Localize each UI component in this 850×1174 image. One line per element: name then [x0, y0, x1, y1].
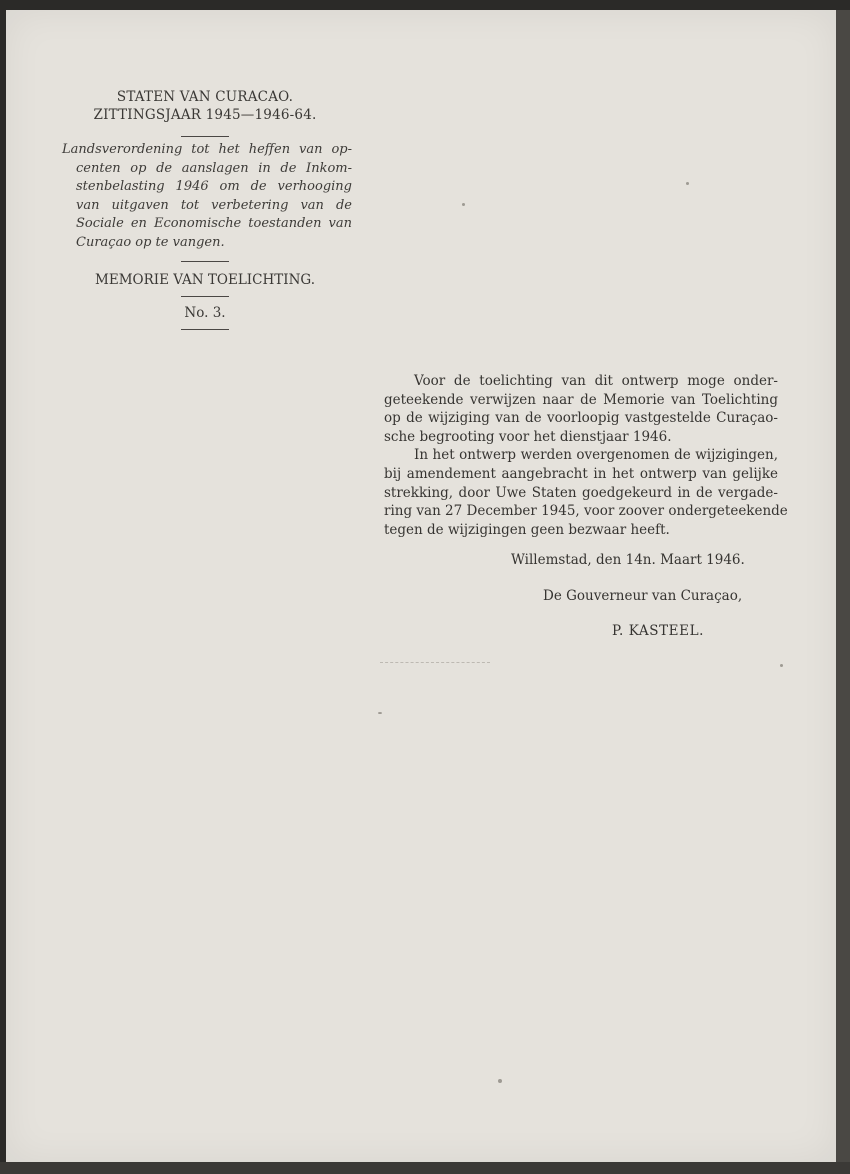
- title-line: Landsverordening tot het heffen van op-: [62, 142, 352, 157]
- title-line: van uitgaven tot verbetering van de: [76, 197, 352, 213]
- paper-speck: [378, 712, 382, 714]
- governor-title: De Gouverneur van Curaçao,: [543, 588, 743, 604]
- paper-speck: [498, 1079, 502, 1083]
- body-line: Voor de toelichting van dit ontwerp moge onder-: [414, 373, 778, 389]
- session-year: ZITTINGSJAAR 1945—1946-64.: [93, 107, 317, 123]
- document-header: [58, 88, 352, 330]
- document-number: No. 3.: [184, 305, 226, 321]
- body-line: ring van 27 December 1945, voor zoover ondergeteekende: [384, 503, 788, 520]
- body-line: In het ontwerp werden overgenomen de wijzigingen,: [414, 447, 778, 464]
- paper-speck: [462, 203, 465, 206]
- faint-dash-mark: [380, 662, 490, 663]
- body-line: op de wijziging van de voorloopig vastgestelde Curaçao-: [384, 410, 778, 427]
- body-line: tegen de wijzigingen geen bezwaar heeft.: [384, 521, 670, 538]
- memorie-heading: MEMORIE VAN TOELICHTING.: [95, 272, 315, 288]
- page-edge-bottom: [0, 1162, 850, 1174]
- explanation-body: [384, 372, 788, 539]
- body-line: geteekende verwijzen naar de Memorie van Toelichting: [384, 391, 778, 408]
- divider-rule: [181, 296, 229, 297]
- divider-rule: [181, 329, 229, 330]
- ordinance-title: [58, 141, 352, 252]
- title-line: centen op de aanslagen in de Inkom-: [76, 160, 352, 176]
- legislature-name: STATEN VAN CURACAO.: [116, 89, 294, 105]
- place-and-date: Willemstad, den 14n. Maart 1946.: [511, 552, 745, 568]
- signature-name: P. KASTEEL.: [612, 623, 705, 639]
- paper-speck: [780, 664, 783, 667]
- page-edge-right: [836, 10, 850, 1174]
- body-line: sche begrooting voor het dienstjaar 1946.: [384, 428, 672, 445]
- body-line: bij amendement aangebracht in het ontwerp van gelijke: [384, 465, 778, 482]
- paper-speck: [686, 182, 689, 185]
- title-line: Sociale en Economische toestanden van: [76, 216, 352, 231]
- title-line: stenbelasting 1946 om de verhooging: [76, 179, 352, 194]
- divider-rule: [181, 261, 229, 262]
- title-line: Curaçao op te vangen.: [76, 234, 225, 250]
- body-line: strekking, door Uwe Staten goedgekeurd in de vergade-: [384, 484, 778, 501]
- divider-rule: [181, 136, 229, 137]
